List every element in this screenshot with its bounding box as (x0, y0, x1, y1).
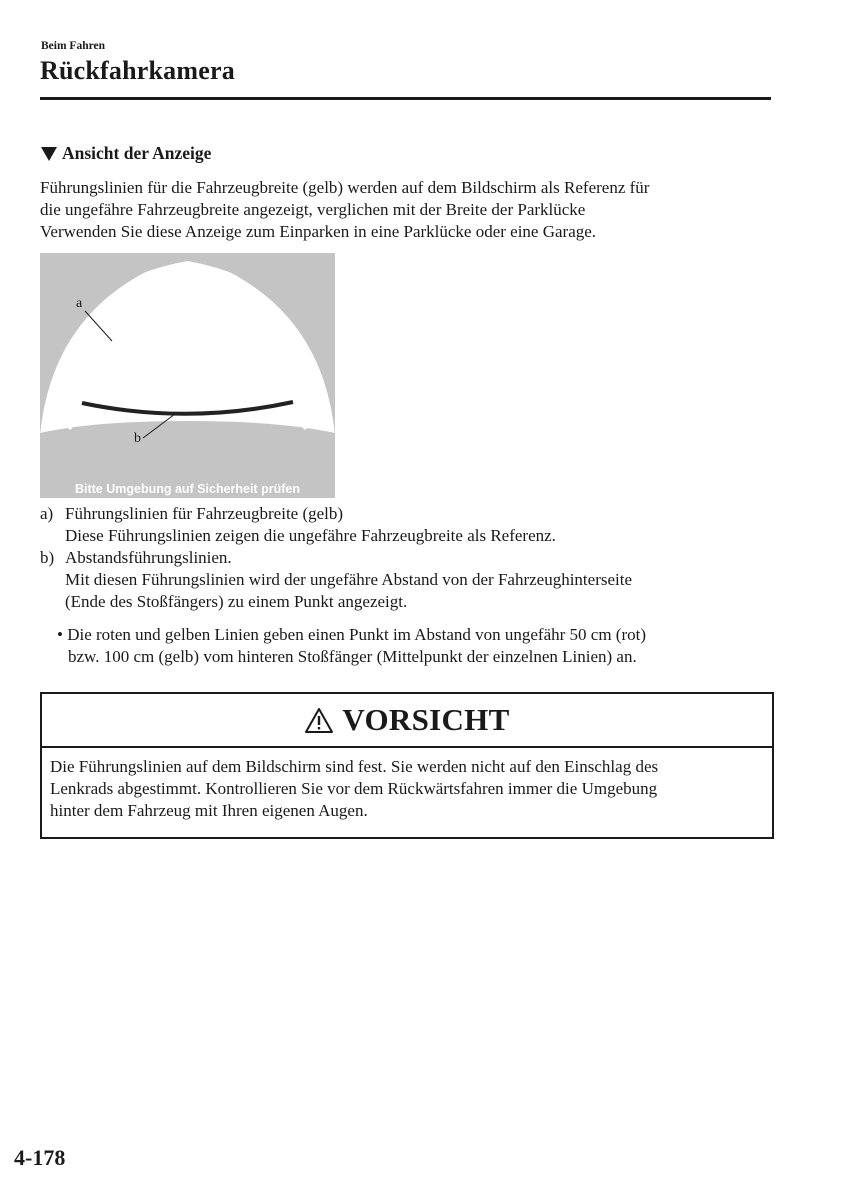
caution-title: VORSICHT (342, 702, 510, 737)
running-header-section: Beim Fahren (41, 40, 105, 52)
camera-display-figure (40, 253, 335, 498)
intro-line: die ungefähre Fahrzeugbreite angezeigt, verglichen mit der Breite der Parklücke (40, 200, 586, 219)
bullet-note (57, 624, 777, 668)
legend-title-b: Abstandsführungslinien. (65, 548, 232, 567)
intro-paragraph (40, 177, 780, 243)
legend-item-a (40, 503, 780, 525)
note-line: bzw. 100 cm (gelb) vom hinteren Stoßfänger (Mittelpunkt der einzelnen Linien) an. (68, 647, 637, 666)
legend-item-b (40, 547, 780, 569)
caution-line: hinter dem Fahrzeug mit Ihren eigenen Augen. (50, 801, 368, 820)
legend-desc-b: (Ende des Stoßfängers) zu einem Punkt angezeigt. (65, 592, 408, 611)
caution-line: Die Führungslinien auf dem Bildschirm sind fest. Sie werden nicht auf den Einschlag des (50, 757, 659, 776)
intro-line: Verwenden Sie diese Anzeige zum Einparken in eine Parklücke oder eine Garage. (40, 222, 597, 241)
callout-label-b: b (134, 431, 141, 446)
legend-key-a: a) (40, 504, 54, 523)
section-heading (41, 143, 211, 164)
legend-desc-b: Mit diesen Führungslinien wird der ungefähre Abstand von der Fahrzeughinterseite (65, 570, 633, 589)
caution-box (40, 692, 774, 839)
figure-legend (40, 503, 780, 613)
intro-line: Führungslinien für die Fahrzeugbreite (gelb) werden auf dem Bildschirm als Referenz für (40, 178, 650, 197)
caution-header (42, 694, 772, 748)
caution-line: Lenkrads abgestimmt. Kontrollieren Sie vor dem Rückwärtsfahren immer die Umgebung (50, 779, 658, 798)
legend-title-a: Führungslinien für Fahrzeugbreite (gelb) (65, 504, 344, 523)
triangle-down-icon (41, 147, 57, 161)
callout-label-a: a (76, 296, 83, 311)
camera-display-illustration (40, 253, 335, 498)
page-title: Rückfahrkamera (40, 56, 235, 85)
caution-body (42, 748, 772, 822)
warning-triangle-icon (304, 707, 334, 734)
section-heading-text: Ansicht der Anzeige (62, 143, 212, 163)
header-divider (40, 97, 771, 100)
legend-desc-a: Diese Führungslinien zeigen die ungefähre Fahrzeugbreite als Referenz. (65, 526, 556, 545)
screen-top-edge (40, 253, 335, 261)
legend-key-b: b) (40, 548, 55, 567)
page-number: 4-178 (14, 1145, 66, 1170)
safety-banner: Bitte Umgebung auf Sicherheit prüfen (74, 482, 300, 496)
note-line: • Die roten und gelben Linien geben einen Punkt im Abstand von ungefähr 50 cm (rot) (57, 625, 647, 644)
